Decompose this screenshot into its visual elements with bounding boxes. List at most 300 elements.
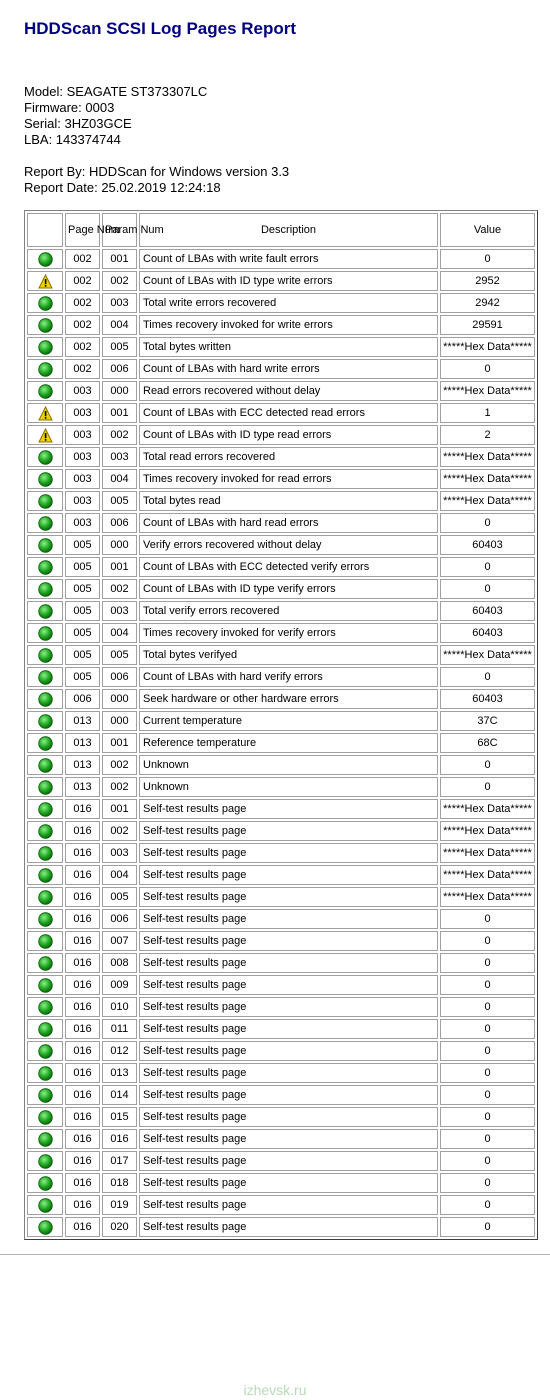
ok-status-icon [38,472,53,487]
status-cell [27,249,63,269]
status-cell [27,469,63,489]
value-cell: *****Hex Data***** [440,447,535,467]
value-cell: 0 [440,909,535,929]
status-cell [27,1041,63,1061]
status-cell [27,1129,63,1149]
param-num-cell: 002 [102,777,137,797]
value-cell: *****Hex Data***** [440,799,535,819]
param-num-cell: 015 [102,1107,137,1127]
page-num-cell: 003 [65,491,100,511]
ok-status-icon [38,626,53,641]
table-row [27,755,535,775]
ok-status-icon [38,912,53,927]
table-row [27,997,535,1017]
page-num-cell: 002 [65,271,100,291]
table-row [27,425,535,445]
param-num-cell: 002 [102,755,137,775]
ok-status-icon [38,868,53,883]
ok-status-icon [38,978,53,993]
param-num-cell: 013 [102,1063,137,1083]
value-cell: 0 [440,755,535,775]
value-cell: 1 [440,403,535,423]
table-row [27,249,535,269]
description-cell: Self-test results page [139,1151,438,1171]
description-cell: Self-test results page [139,1195,438,1215]
description-cell: Self-test results page [139,1041,438,1061]
description-cell: Self-test results page [139,843,438,863]
description-cell: Total bytes verifyed [139,645,438,665]
param-num-cell: 002 [102,821,137,841]
status-cell [27,1173,63,1193]
table-row [27,491,535,511]
table-row [27,865,535,885]
ok-status-icon [38,604,53,619]
param-num-cell: 003 [102,293,137,313]
status-cell [27,1217,63,1237]
description-cell: Self-test results page [139,821,438,841]
status-cell [27,513,63,533]
param-num-cell: 001 [102,799,137,819]
param-num-cell: 003 [102,843,137,863]
status-cell [27,821,63,841]
description-cell: Count of LBAs with write fault errors [139,249,438,269]
description-cell: Seek hardware or other hardware errors [139,689,438,709]
ok-status-icon [38,824,53,839]
serial-line: Serial: 3HZ03GCE [24,116,132,131]
status-cell [27,425,63,445]
param-num-cell: 004 [102,315,137,335]
status-cell [27,733,63,753]
table-row [27,601,535,621]
description-cell: Verify errors recovered without delay [139,535,438,555]
page-num-cell: 002 [65,249,100,269]
page-num-cell: 016 [65,1173,100,1193]
description-cell: Self-test results page [139,997,438,1017]
page-num-cell: 016 [65,1151,100,1171]
status-cell [27,1151,63,1171]
table-row [27,645,535,665]
value-cell: 0 [440,953,535,973]
status-cell [27,689,63,709]
page-num-cell: 016 [65,997,100,1017]
warning-icon [38,406,53,421]
param-num-cell: 016 [102,1129,137,1149]
report-title: HDDScan SCSI Log Pages Report [24,19,297,38]
status-cell [27,865,63,885]
description-cell: Self-test results page [139,1085,438,1105]
ok-status-icon [38,846,53,861]
value-cell: 0 [440,579,535,599]
table-row [27,579,535,599]
ok-status-icon [38,494,53,509]
ok-status-icon [38,714,53,729]
description-cell: Unknown [139,777,438,797]
status-cell [27,931,63,951]
param-num-cell: 017 [102,1151,137,1171]
table-row [27,777,535,797]
param-num-cell: 003 [102,601,137,621]
table-header-row [27,213,535,247]
status-cell [27,1019,63,1039]
page-num-cell: 003 [65,447,100,467]
status-cell [27,997,63,1017]
ok-status-icon [38,384,53,399]
value-cell: 29591 [440,315,535,335]
page-num-cell: 016 [65,1107,100,1127]
page-num-cell: 002 [65,359,100,379]
description-cell: Total bytes written [139,337,438,357]
page-num-cell: 005 [65,557,100,577]
table-row [27,1195,535,1215]
value-cell: 60403 [440,601,535,621]
description-cell: Count of LBAs with ID type read errors [139,425,438,445]
param-num-cell: 001 [102,403,137,423]
description-cell: Count of LBAs with ID type verify errors [139,579,438,599]
param-num-cell: 001 [102,249,137,269]
ok-status-icon [38,758,53,773]
watermark: izhevsk.ru [243,1382,307,1398]
value-cell: *****Hex Data***** [440,491,535,511]
status-cell [27,887,63,907]
ok-status-icon [38,890,53,905]
page-num-cell: 013 [65,777,100,797]
status-cell [27,293,63,313]
table-row [27,557,535,577]
page-num-cell: 006 [65,689,100,709]
page-num-cell: 013 [65,711,100,731]
footer-divider [0,1254,550,1255]
ok-status-icon [38,516,53,531]
ok-status-icon [38,318,53,333]
page-num-cell: 002 [65,293,100,313]
table-row [27,1041,535,1061]
page-num-cell: 003 [65,469,100,489]
ok-status-icon [38,450,53,465]
report-date-line: Report Date: 25.02.2019 12:24:18 [24,180,221,195]
page-num-cell: 013 [65,755,100,775]
table-row [27,623,535,643]
table-row [27,667,535,687]
firmware-line: Firmware: 0003 [24,100,115,115]
ok-status-icon [38,934,53,949]
ok-status-icon [38,296,53,311]
table-row [27,799,535,819]
table-row [27,953,535,973]
page-num-cell: 003 [65,425,100,445]
description-cell: Self-test results page [139,953,438,973]
value-cell: 0 [440,931,535,951]
ok-status-icon [38,362,53,377]
table-row [27,1151,535,1171]
table-row [27,1129,535,1149]
description-cell: Self-test results page [139,1063,438,1083]
param-num-cell: 014 [102,1085,137,1105]
value-cell: 2942 [440,293,535,313]
param-num-cell: 004 [102,623,137,643]
page-num-cell: 016 [65,909,100,929]
description-cell: Total read errors recovered [139,447,438,467]
page-num-cell: 002 [65,337,100,357]
value-cell: 0 [440,1063,535,1083]
status-cell [27,601,63,621]
param-num-cell: 001 [102,557,137,577]
page-num-cell: 016 [65,887,100,907]
ok-status-icon [38,1066,53,1081]
value-cell: 60403 [440,623,535,643]
table-row [27,843,535,863]
ok-status-icon [38,340,53,355]
table-row [27,733,535,753]
value-cell: 0 [440,1085,535,1105]
ok-status-icon [38,1220,53,1235]
description-cell: Self-test results page [139,1217,438,1237]
report-by-line: Report By: HDDScan for Windows version 3.3 [24,164,290,179]
ok-status-icon [38,802,53,817]
param-num-cell: 020 [102,1217,137,1237]
status-cell [27,579,63,599]
value-cell: 0 [440,1107,535,1127]
ok-status-icon [38,648,53,663]
table-row [27,689,535,709]
page-num-cell: 013 [65,733,100,753]
table-row [27,975,535,995]
ok-status-icon [38,1198,53,1213]
table-row [27,1063,535,1083]
warning-icon [38,428,53,443]
description-cell: Total write errors recovered [139,293,438,313]
status-cell [27,843,63,863]
param-num-cell: 006 [102,667,137,687]
param-num-cell: 011 [102,1019,137,1039]
param-num-cell: 001 [102,733,137,753]
page-num-cell: 016 [65,975,100,995]
status-cell [27,623,63,643]
param-num-cell: 009 [102,975,137,995]
table-row [27,931,535,951]
log-pages-table [24,210,538,1240]
param-num-cell: 018 [102,1173,137,1193]
value-cell: *****Hex Data***** [440,381,535,401]
value-cell: *****Hex Data***** [440,821,535,841]
ok-status-icon [38,1154,53,1169]
description-cell: Count of LBAs with hard verify errors [139,667,438,687]
page-num-cell: 016 [65,1041,100,1061]
page-num-cell: 005 [65,623,100,643]
param-num-cell: 008 [102,953,137,973]
table-row [27,359,535,379]
status-cell [27,1195,63,1215]
status-cell [27,755,63,775]
table-row [27,337,535,357]
param-num-cell: 019 [102,1195,137,1215]
param-num-header: Param Num [102,213,137,247]
value-cell: *****Hex Data***** [440,843,535,863]
description-cell: Count of LBAs with hard read errors [139,513,438,533]
value-cell: 0 [440,1129,535,1149]
status-cell [27,315,63,335]
description-cell: Reference temperature [139,733,438,753]
description-cell: Self-test results page [139,1129,438,1149]
table-row [27,513,535,533]
description-cell: Self-test results page [139,1019,438,1039]
table-row [27,887,535,907]
description-cell: Count of LBAs with ID type write errors [139,271,438,291]
status-cell [27,711,63,731]
page-num-header: Page Num [65,213,100,247]
page-num-cell: 005 [65,601,100,621]
table-body [27,249,535,1237]
param-num-cell: 007 [102,931,137,951]
description-cell: Read errors recovered without delay [139,381,438,401]
page-num-cell: 005 [65,579,100,599]
device-info [24,84,207,148]
table-row [27,1217,535,1237]
status-cell [27,777,63,797]
param-num-cell: 005 [102,645,137,665]
table-row [27,1019,535,1039]
status-cell [27,535,63,555]
status-cell [27,359,63,379]
param-num-cell: 010 [102,997,137,1017]
value-cell: 0 [440,975,535,995]
value-cell: 0 [440,359,535,379]
value-cell: 60403 [440,535,535,555]
page-num-cell: 016 [65,799,100,819]
page-num-cell: 016 [65,843,100,863]
status-cell [27,645,63,665]
status-cell [27,953,63,973]
ok-status-icon [38,692,53,707]
value-cell: *****Hex Data***** [440,887,535,907]
page-num-cell: 016 [65,1195,100,1215]
table-row [27,403,535,423]
table-row [27,1173,535,1193]
page-num-cell: 016 [65,1217,100,1237]
status-cell [27,1085,63,1105]
param-num-cell: 003 [102,447,137,467]
status-cell [27,975,63,995]
param-num-cell: 005 [102,337,137,357]
status-cell [27,337,63,357]
param-num-cell: 012 [102,1041,137,1061]
param-num-cell: 006 [102,909,137,929]
status-cell [27,381,63,401]
table-row [27,1107,535,1127]
ok-status-icon [38,252,53,267]
status-cell [27,1107,63,1127]
page-num-cell: 003 [65,381,100,401]
ok-status-icon [38,560,53,575]
status-cell [27,447,63,467]
status-cell [27,909,63,929]
table-row [27,381,535,401]
status-cell [27,557,63,577]
description-cell: Current temperature [139,711,438,731]
status-cell [27,403,63,423]
description-cell: Self-test results page [139,1107,438,1127]
value-cell: *****Hex Data***** [440,337,535,357]
table-row [27,535,535,555]
ok-status-icon [38,582,53,597]
table-row [27,1085,535,1105]
table-row [27,447,535,467]
value-cell: 60403 [440,689,535,709]
page-num-cell: 016 [65,1129,100,1149]
page-num-cell: 002 [65,315,100,335]
page-num-cell: 005 [65,645,100,665]
ok-status-icon [38,1022,53,1037]
status-cell [27,491,63,511]
table-row [27,909,535,929]
param-num-cell: 006 [102,513,137,533]
description-cell: Self-test results page [139,865,438,885]
value-cell: 37C [440,711,535,731]
description-cell: Self-test results page [139,887,438,907]
model-line: Model: SEAGATE ST373307LC [24,84,208,99]
status-cell [27,1063,63,1083]
param-num-cell: 000 [102,535,137,555]
value-cell: *****Hex Data***** [440,469,535,489]
description-cell: Total verify errors recovered [139,601,438,621]
ok-status-icon [38,1088,53,1103]
param-num-cell: 004 [102,469,137,489]
description-cell: Count of LBAs with ECC detected read errors [139,403,438,423]
page-num-cell: 005 [65,667,100,687]
status-cell [27,667,63,687]
value-cell: 2 [440,425,535,445]
ok-status-icon [38,1110,53,1125]
table-row [27,821,535,841]
status-cell [27,799,63,819]
page-num-cell: 016 [65,931,100,951]
param-num-cell: 000 [102,711,137,731]
value-cell: 0 [440,777,535,797]
page-num-cell: 016 [65,1063,100,1083]
value-cell: 0 [440,1041,535,1061]
param-num-cell: 002 [102,271,137,291]
param-num-cell: 005 [102,887,137,907]
ok-status-icon [38,956,53,971]
ok-status-icon [38,1044,53,1059]
ok-status-icon [38,670,53,685]
report-info [24,164,289,196]
param-num-cell: 005 [102,491,137,511]
table-row [27,469,535,489]
description-cell: Unknown [139,755,438,775]
table-row [27,293,535,313]
page-num-cell: 016 [65,865,100,885]
page-num-cell: 016 [65,1019,100,1039]
value-cell: 2952 [440,271,535,291]
value-cell: 0 [440,997,535,1017]
page-num-cell: 003 [65,513,100,533]
description-cell: Self-test results page [139,799,438,819]
param-num-cell: 002 [102,425,137,445]
ok-status-icon [38,1000,53,1015]
table-row [27,315,535,335]
ok-status-icon [38,538,53,553]
value-cell: 68C [440,733,535,753]
param-num-cell: 000 [102,689,137,709]
description-cell: Times recovery invoked for read errors [139,469,438,489]
value-cell: 0 [440,249,535,269]
param-num-cell: 000 [102,381,137,401]
ok-status-icon [38,1176,53,1191]
value-cell: 0 [440,557,535,577]
lba-line: LBA: 143374744 [24,132,121,147]
ok-status-icon [38,1132,53,1147]
description-cell: Self-test results page [139,975,438,995]
